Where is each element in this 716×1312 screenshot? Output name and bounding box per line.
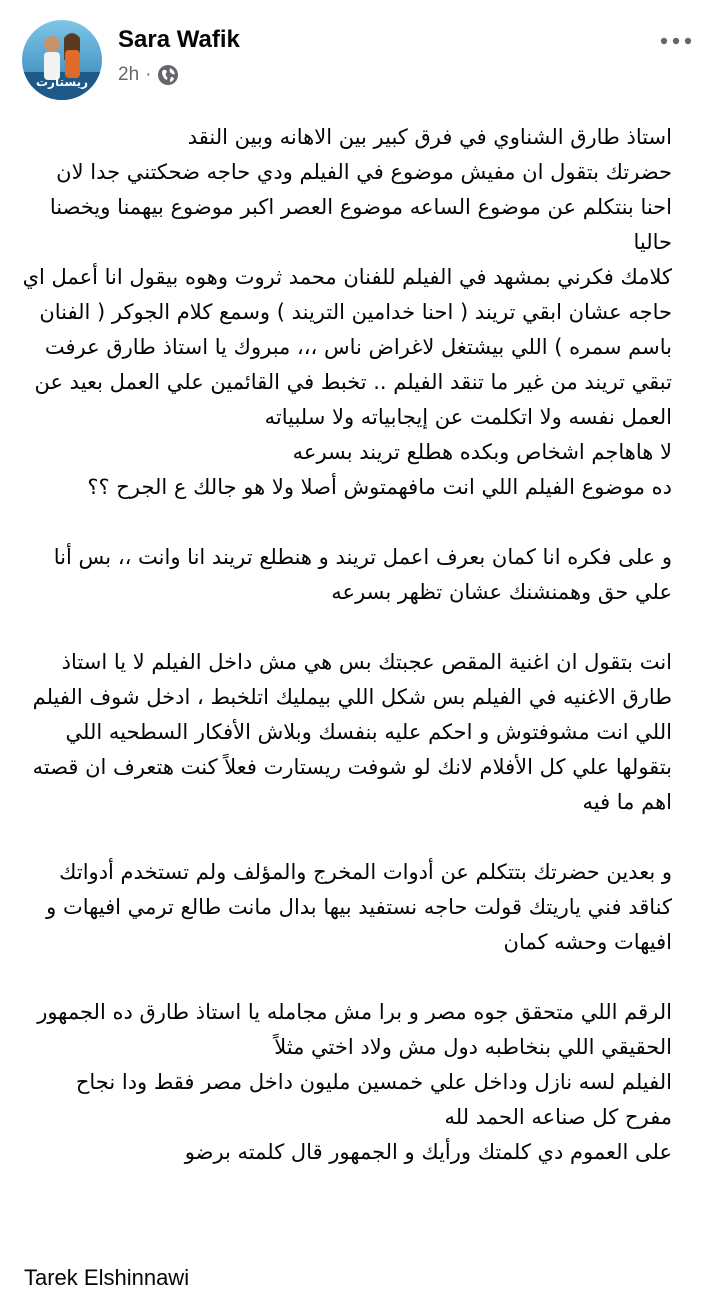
- movie-poster-avatar-image: [22, 20, 102, 100]
- post-line: احنا بنتكلم عن موضوع الساعه موضوع العصر اكبر موضوع بيهمنا ويخصنا: [49, 195, 672, 219]
- post-line: علي حق وهمنشنك عشان تظهر بسرعه: [331, 580, 672, 604]
- post-line: اهم ما فيه: [582, 790, 672, 814]
- post-line: لا هاهاجم اشخاص وبكده هطلع تريند بسرعه: [292, 440, 672, 464]
- post-line: انت بتقول ان اغنية المقص عجبتك بس هي مش داخل الفيلم لا يا استاذ: [61, 650, 672, 674]
- post-line: استاذ طارق الشناوي في فرق كبير بين الاهانه وبين النقد: [187, 125, 672, 149]
- post-line: حاجه عشان ابقي تريند ( احنا خدامين التريند ) وسمع كلام الجوكر ( الفنان: [39, 300, 672, 324]
- author-name[interactable]: Sara Wafik: [118, 26, 240, 53]
- post-line: اللي انت مشوفتوش و احكم عليه بنفسك وبلاش الأفكار السطحيه اللي: [65, 720, 672, 744]
- post-line: العمل نفسه ولا اتكلمت عن إيجابياته ولا سلبياته: [264, 405, 672, 429]
- post-body: [22, 120, 672, 1205]
- more-options-icon[interactable]: [656, 26, 696, 56]
- post-line: على العموم دي كلمتك ورأيك و الجمهور قال كلمته برضو: [184, 1140, 672, 1164]
- post-line: طارق الاغنيه في الفيلم بس شكل اللي بيمليك اتلخبط ، ادخل شوف الفيلم: [32, 685, 672, 709]
- post-line: حاليا: [633, 230, 672, 254]
- post-paragraph-1: [22, 120, 672, 505]
- post-line: بتقولها علي كل الأفلام لانك لو شوفت ريستارت فعلاً كنت هتعرف ان قصته: [32, 755, 672, 779]
- post-line: الرقم اللي متحقق جوه مصر و برا مش مجامله يا استاذ طارق ده الجمهور: [37, 1000, 672, 1024]
- post-paragraph-2: [40, 540, 672, 610]
- globe-icon[interactable]: [157, 64, 179, 86]
- meta-separator: ·: [145, 64, 152, 85]
- post-line: باسم سمره ) اللي بيشتغل لاغراض ناس ،،، مبروك يا استاذ طارق عرفت: [44, 335, 672, 359]
- post-line: كلامك فكرني بمشهد في الفيلم للفنان محمد ثروت وهوه بيقول انا أعمل اي: [22, 265, 672, 289]
- avatar[interactable]: [22, 20, 102, 100]
- post-paragraph-5: [37, 995, 672, 1170]
- post-line: كناقد فني ياريتك قولت حاجه نستفيد بيها بدال مانت طالع ترمي افيهات و: [46, 895, 672, 919]
- post-signature: Tarek Elshinnawi: [24, 1265, 190, 1290]
- post-time[interactable]: 2h: [118, 64, 140, 85]
- post-line: الفيلم لسه نازل وداخل علي خمسين مليون داخل مصر فقط ودا نجاح: [75, 1070, 672, 1094]
- post-line: و بعدين حضرتك بتتكلم عن أدوات المخرج والمؤلف ولم تستخدم أدواتك: [59, 860, 672, 884]
- post-line: مفرح كل صناعه الحمد لله: [444, 1105, 672, 1129]
- post-paragraph-4: [40, 855, 672, 960]
- post-paragraph-3: [32, 645, 672, 820]
- avatar-caption: ريستارت: [36, 75, 88, 89]
- post-line: حضرتك بتقول ان مفيش موضوع في الفيلم ودي حاجه ضحكتني جدا لان: [56, 160, 672, 184]
- post-line: تبقي تريند من غير ما تنقد الفيلم .. تخبط في القائمين علي العمل بعيد عن: [34, 370, 672, 394]
- post-line: افيهات وحشه كمان: [503, 930, 672, 954]
- post-line: ده موضوع الفيلم اللي انت مافهمتوش أصلا ولا هو جالك ع الجرح ؟؟: [87, 475, 672, 499]
- post-line: و على فكره انا كمان بعرف اعمل تريند و هنطلع تريند انا وانت ،، بس أنا: [53, 545, 672, 569]
- post-header: [22, 20, 696, 100]
- post-meta: [118, 64, 179, 86]
- post-line: الحقيقي اللي بنخاطبه دول مش ولاد اختي مثلاً: [274, 1035, 672, 1059]
